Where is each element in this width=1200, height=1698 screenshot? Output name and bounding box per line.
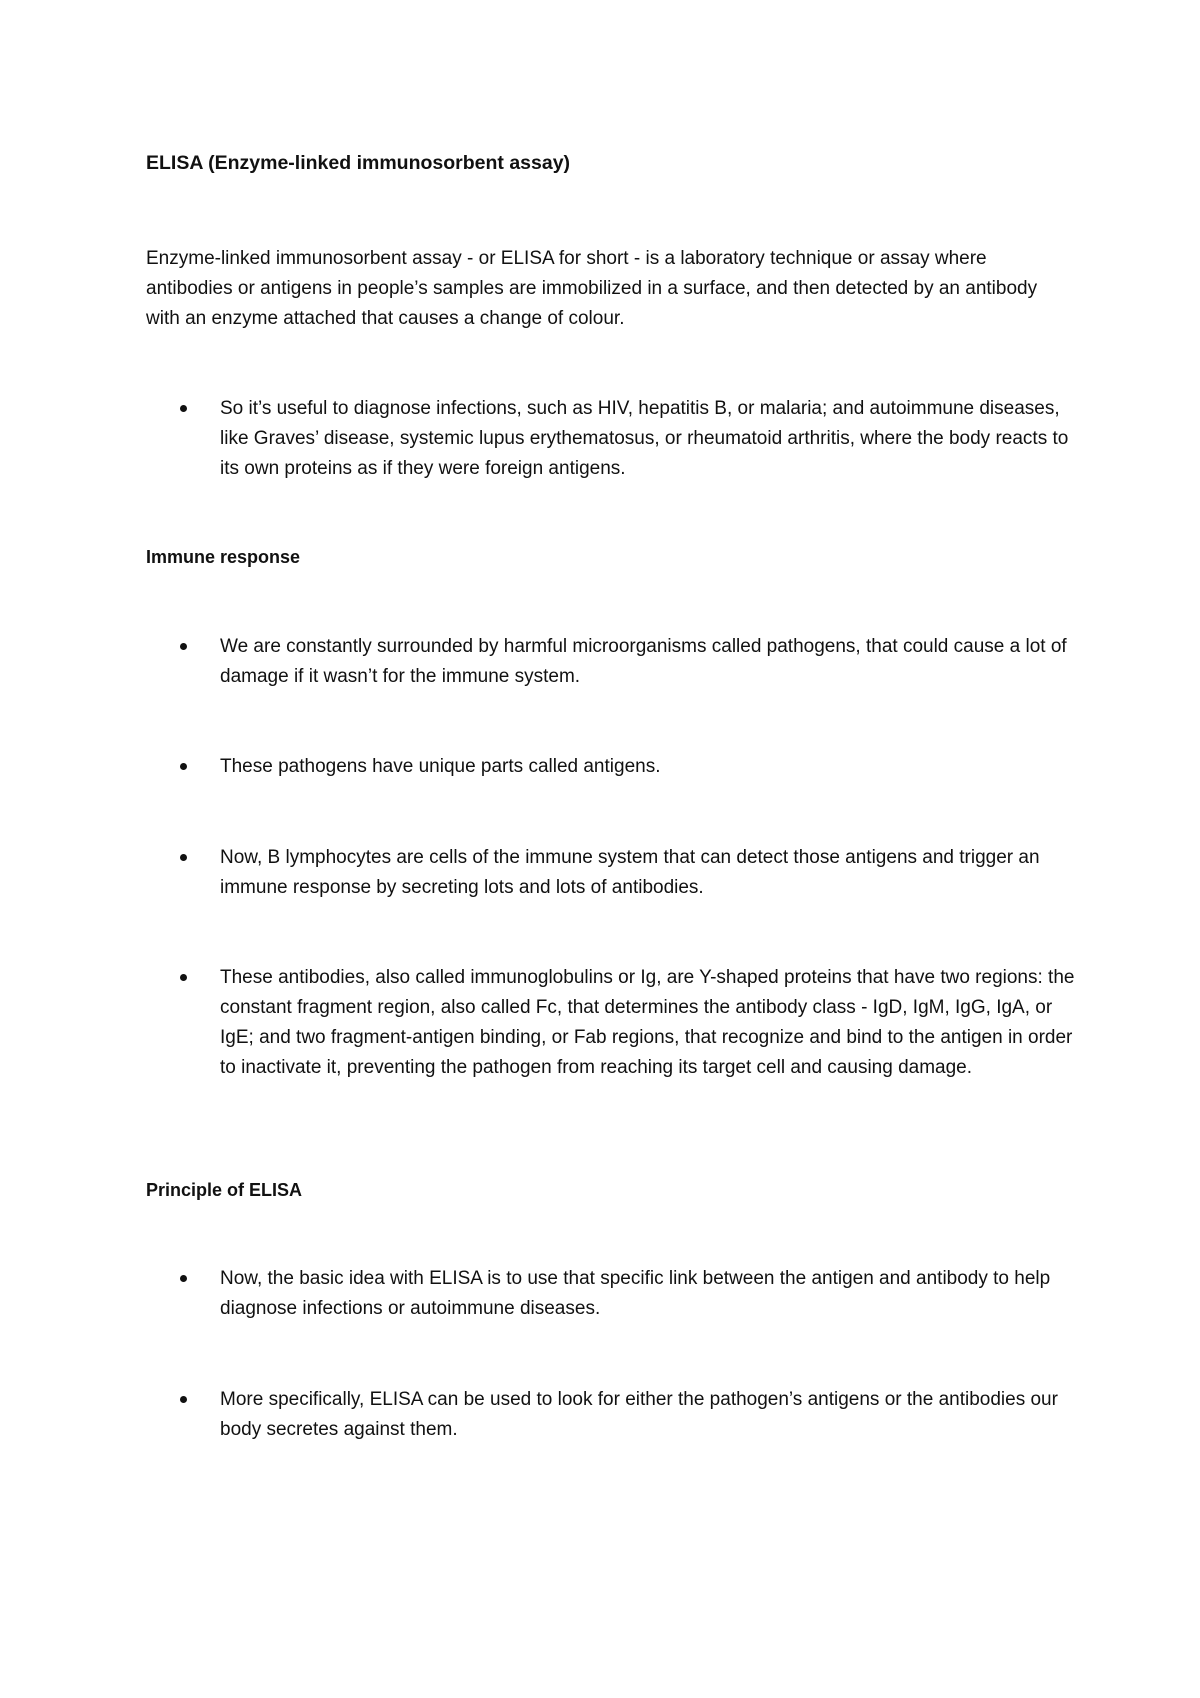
bullet-dot-icon	[180, 763, 187, 770]
bullet-text: Now, the basic idea with ELISA is to use that specific link between the antigen and antibody to help diagnose infections or autoimmune diseases.	[220, 1268, 1051, 1319]
bullet-dot-icon	[180, 405, 187, 412]
bullet-text: These pathogens have unique parts called antigens.	[220, 756, 661, 777]
intro-paragraph: Enzyme-linked immunosorbent assay - or ELISA for short - is a laboratory technique or assay where antibodies or antigens in people’s samples are immobilized in a surface, and then detected by an antibody with an enzyme attached that causes a change of colour.	[146, 248, 1038, 329]
bullet-text: We are constantly surrounded by harmful microorganisms called pathogens, that could cause a lot of damage if it wasn’t for the immune system.	[220, 636, 1067, 687]
bullet-item-basic-idea	[180, 1264, 1080, 1324]
bullet-text: These antibodies, also called immunoglobulins or Ig, are Y-shaped proteins that have two regions: the constant fragment region, also called Fc, that determines the antibody class - IgD, IgM, IgG, IgA, or IgE; and two fragment-antigen binding, or Fab regions, that recognize and bind to the antigen in order to inactivate it, preventing the pathogen from reaching its target cell and causing damage.	[220, 967, 1075, 1078]
bullet-dot-icon	[180, 643, 187, 650]
bullet-text: More specifically, ELISA can be used to look for either the pathogen’s antigens or the antibodies our body secretes against them.	[220, 1389, 1058, 1440]
bullet-item-antibodies	[180, 963, 1080, 1083]
bullet-item-diagnose-uses	[180, 394, 1080, 484]
bullet-item-antigens	[180, 752, 1080, 782]
section-heading-principle-of-elisa: Principle of ELISA	[146, 1180, 303, 1200]
bullet-item-specifically	[180, 1385, 1080, 1445]
bullet-item-b-lymphocytes	[180, 843, 1080, 903]
bullet-item-pathogens	[180, 632, 1080, 692]
bullet-text: So it’s useful to diagnose infections, such as HIV, hepatitis B, or malaria; and autoimmune diseases, like Graves’ disease, systemic lupus erythematosus, or rheumatoid arthritis, where the body reacts to its own proteins as if they were foreign antigens.	[220, 398, 1069, 479]
document-title: ELISA (Enzyme-linked immunosorbent assay)	[146, 152, 571, 174]
bullet-dot-icon	[180, 1275, 187, 1282]
section-heading-immune-response: Immune response	[146, 547, 301, 567]
bullet-dot-icon	[180, 974, 187, 981]
bullet-dot-icon	[180, 854, 187, 861]
bullet-dot-icon	[180, 1396, 187, 1403]
bullet-text: Now, B lymphocytes are cells of the immune system that can detect those antigens and trigger an immune response by secreting lots and lots of antibodies.	[220, 847, 1040, 898]
